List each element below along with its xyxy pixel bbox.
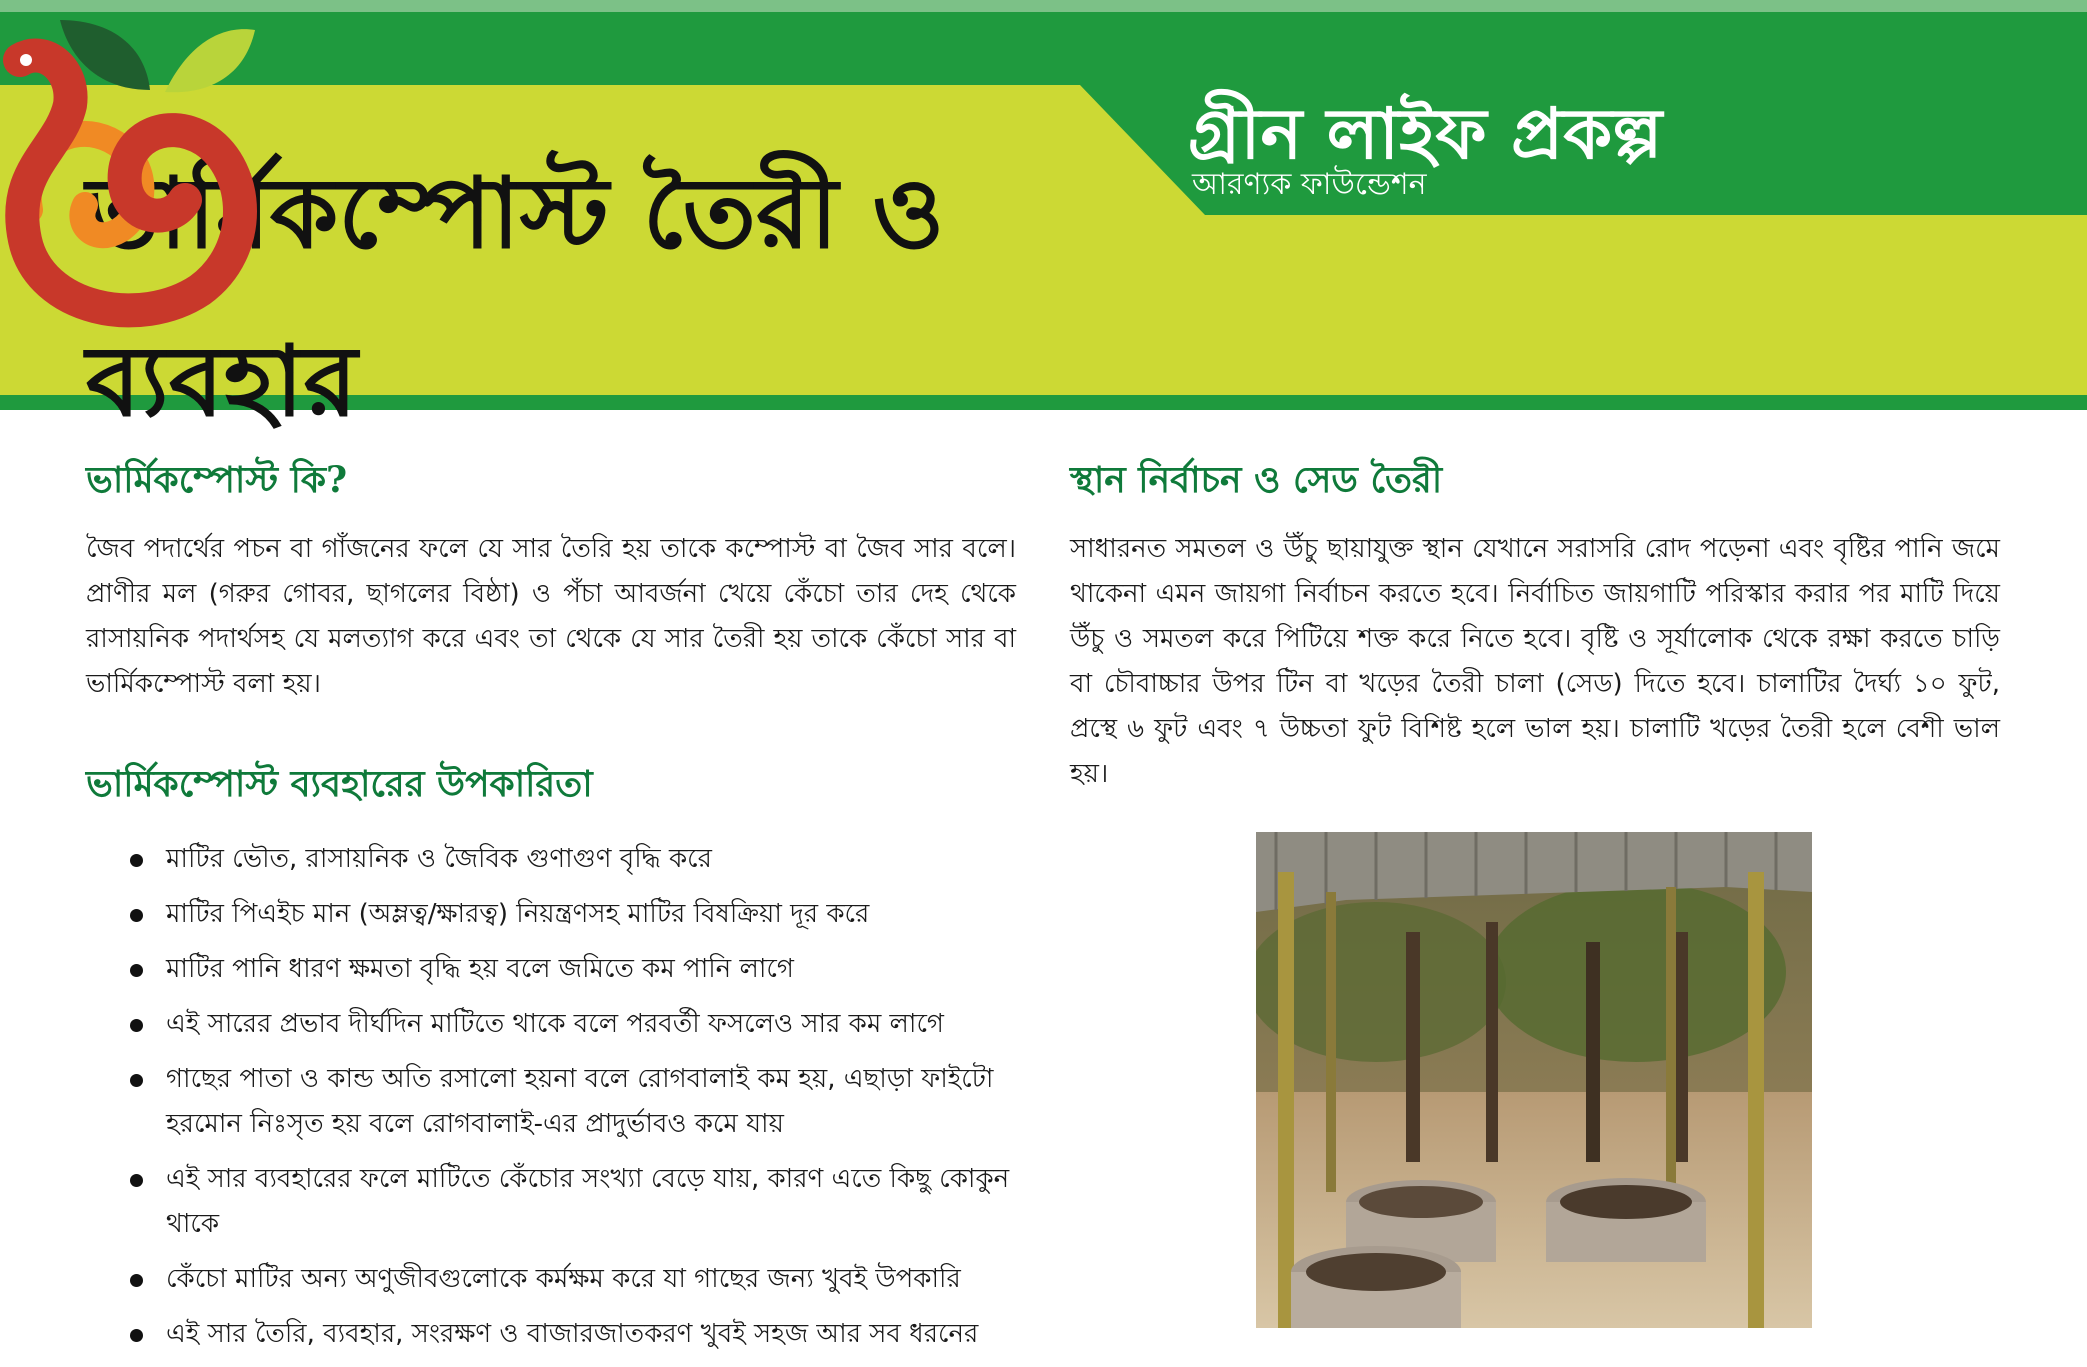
title-line-2: ব্যবহার	[86, 324, 358, 439]
bullet-icon	[130, 964, 143, 977]
bullet-icon	[130, 854, 143, 867]
title-line-1: ভার্মিকম্পোস্ট তৈরী ও	[86, 156, 945, 271]
list-item: কেঁচো মাটির অন্য অণুজীবগুলোকে কর্মক্ষম করে যা গাছের জন্য খুবই উপকারি	[86, 1257, 1016, 1302]
green-life-logo-icon	[0, 0, 260, 340]
benefits-list	[86, 837, 1016, 1357]
right-column	[1070, 455, 2000, 797]
organization-name: আরণ্যক ফাউন্ডেশন	[1192, 167, 1427, 202]
list-item: এই সার ব্যবহারের ফলে মাটিতে কেঁচোর সংখ্যা বেড়ে যায়, কারণ এতে কিছু কোকুন থাকে	[86, 1157, 1016, 1247]
left-column	[86, 455, 1016, 1367]
bullet-icon	[130, 1074, 143, 1087]
list-item: মাটির পিএইচ মান (অম্লত্ব/ক্ষারত্ব) নিয়ন্ত্রণসহ মাটির বিষক্রিয়া দূর করে	[86, 892, 1016, 937]
list-item: মাটির ভৌত, রাসায়নিক ও জৈবিক গুণাগুণ বৃদ্ধি করে	[86, 837, 1016, 882]
list-item: এই সারের প্রভাব দীর্ঘদিন মাটিতে থাকে বলে পরবর্তী ফসলেও সার কম লাগে	[86, 1002, 1016, 1047]
list-item: মাটির পানি ধারণ ক্ষমতা বৃদ্ধি হয় বলে জমিতে কম পানি লাগে	[86, 947, 1016, 992]
section-paragraph-what-is-vermicompost: জৈব পদার্থের পচন বা গাঁজনের ফলে যে সার তৈরি হয় তাকে কম্পোস্ট বা জৈব সার বলে। প্রাণীর মল (গরুর গোবর, ছাগলের বিষ্ঠা) ও পঁচা আবর্জনা খেয়ে কেঁচো তার দেহ থেকে রাসায়নিক পদার্থসহ যে মলত্যাগ করে এবং তা থেকে যে সার তৈরী হয় তাকে কেঁচো সার বা ভার্মিকম্পোস্ট বলা হয়।	[86, 534, 1016, 699]
compost-shed-photo	[1256, 832, 1812, 1328]
list-item: গাছের পাতা ও কান্ড অতি রসালো হয়না বলে রোগবালাই কম হয়, এছাড়া ফাইটো হরমোন নিঃসৃত হয় বলে রোগবালাই-এর প্রাদুর্ভাবও কমে যায়	[86, 1057, 1016, 1147]
section-heading-what-is-vermicompost: ভার্মিকম্পোস্ট কি?	[86, 459, 348, 501]
bullet-icon	[130, 1174, 143, 1187]
list-item: এই সার তৈরি, ব্যবহার, সংরক্ষণ ও বাজারজাতকরণ খুবই সহজ আর সব ধরনের	[86, 1312, 1016, 1357]
section-heading-site-selection: স্থান নির্বাচন ও সেড তৈরী	[1070, 459, 1443, 501]
header-banner	[0, 0, 2087, 439]
section-heading-benefits: ভার্মিকম্পোস্ট ব্যবহারের উপকারিতা	[86, 763, 593, 805]
bullet-icon	[130, 909, 143, 922]
bullet-icon	[130, 1274, 143, 1287]
section-paragraph-site-selection: সাধারনত সমতল ও উঁচু ছায়াযুক্ত স্থান যেখানে সরাসরি রোদ পড়েনা এবং বৃষ্টির পানি জমে থাকেনা এমন জায়গা নির্বাচন করতে হবে। নির্বাচিত জায়গাটি পরিস্কার করার পর মাটি দিয়ে উঁচু ও সমতল করে পিটিয়ে শক্ত করে নিতে হবে। বৃষ্টি ও সূর্যালোক থেকে রক্ষা করতে চাড়ি বা চৌবাচ্চার উপর টিন বা খড়ের তৈরী চালা (সেড) দিতে হবে। চালাটির দৈর্ঘ্য ১০ ফুট, প্রস্থে ৬ ফুট এবং ৭ উচ্চতা ফুট বিশিষ্ট হলে ভাল হয়। চালাটি খড়ের তৈরী হলে বেশী ভাল হয়।	[1070, 534, 2000, 789]
bullet-icon	[130, 1329, 143, 1342]
project-name: গ্রীন লাইফ প্রকল্প	[1188, 93, 1663, 175]
bullet-icon	[130, 1019, 143, 1032]
